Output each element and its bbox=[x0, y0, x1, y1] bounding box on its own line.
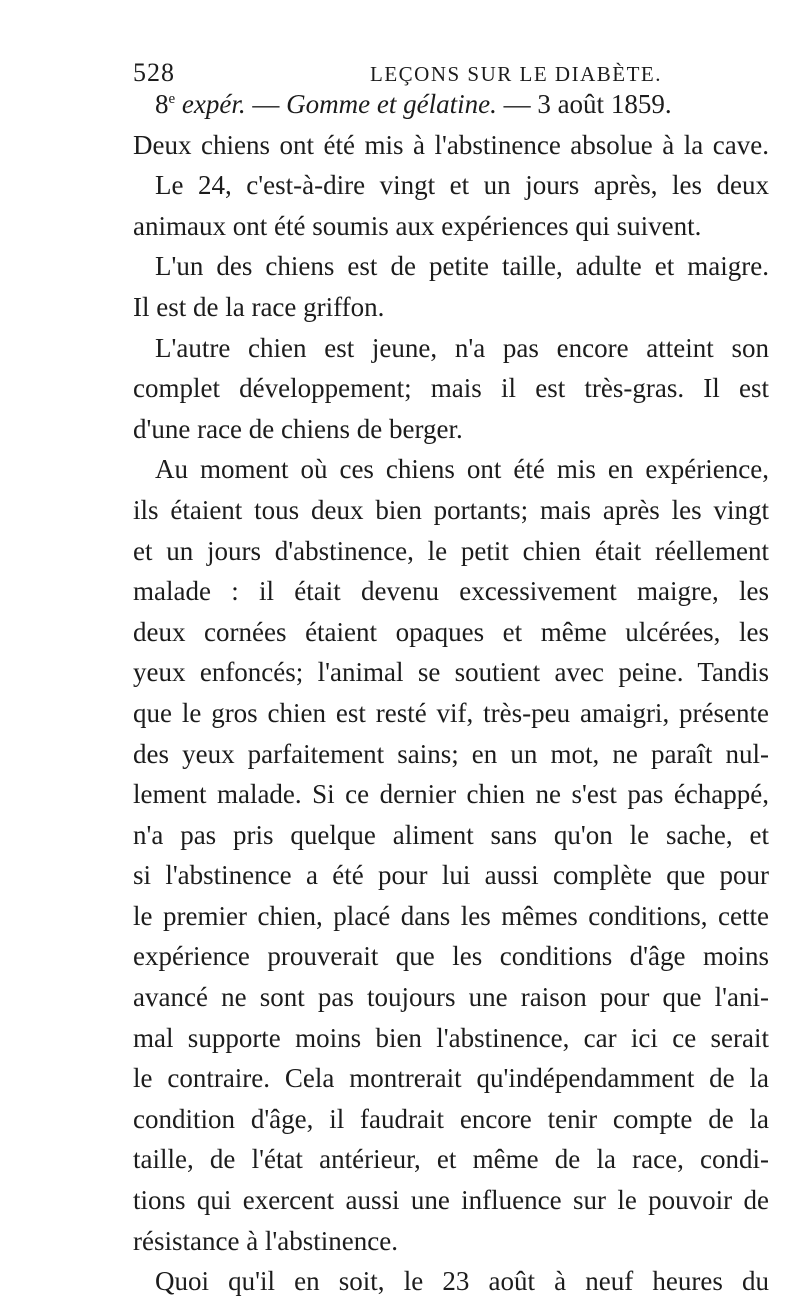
text-line: des yeux parfaitement sains; en un mot, ne paraît nul- bbox=[133, 738, 769, 769]
text-line: condition d'âge, il faudrait encore tenir compte de la bbox=[133, 1103, 769, 1134]
body-text bbox=[133, 84, 769, 1302]
text-line: complet développement; mais il est très-gras. Il est bbox=[133, 373, 769, 404]
text-line: expérience prouverait que les conditions d'âge moins bbox=[133, 941, 769, 972]
heading-dash-2: — bbox=[496, 89, 538, 119]
experiment-number-sup: e bbox=[168, 91, 176, 107]
text-line: ils étaient tous deux bien portants; mais après les vingt bbox=[133, 494, 769, 525]
text-line: et un jours d'abstinence, le petit chien était réellement bbox=[133, 535, 769, 566]
text-line: Le 24, c'est-à-dire vingt et un jours après, les deux bbox=[155, 170, 769, 201]
text-line: deux cornées étaient opaques et même ulcérées, les bbox=[133, 616, 769, 647]
running-head: LEÇONS SUR LE DIABÈTE. bbox=[370, 62, 662, 86]
experiment-subject: Gomme et gélatine. bbox=[286, 89, 497, 119]
text-line: Au moment où ces chiens ont été mis en expérience, bbox=[155, 454, 769, 485]
text-line: mal supporte moins bien l'abstinence, car ici ce serait bbox=[133, 1022, 769, 1053]
experiment-label: expér. bbox=[181, 89, 246, 119]
text-line: yeux enfoncés; l'animal se soutient avec peine. Tandis bbox=[133, 657, 769, 688]
text-line: taille, de l'état antérieur, et même de la race, condi- bbox=[133, 1144, 769, 1175]
text-line: avancé ne sont pas toujours une raison pour que l'ani- bbox=[133, 982, 769, 1013]
text-line: tions qui exercent aussi une influence sur le pouvoir de bbox=[133, 1185, 769, 1216]
text-line: si l'abstinence a été pour lui aussi complète que pour bbox=[133, 860, 769, 891]
experiment-heading bbox=[133, 84, 769, 125]
text-line: Deux chiens ont été mis à l'abstinence absolue à la cave. bbox=[133, 129, 769, 160]
text-line: le premier chien, placé dans les mêmes conditions, cette bbox=[133, 900, 769, 931]
text-line: lement malade. Si ce dernier chien ne s'est pas échappé, bbox=[133, 779, 769, 810]
text-line: que le gros chien est resté vif, très-peu amaigri, présente bbox=[133, 697, 769, 728]
heading-dash-1: — bbox=[245, 89, 287, 119]
text-line: malade : il était devenu excessivement maigre, les bbox=[133, 576, 769, 607]
text-line: résistance à l'abstinence. bbox=[133, 1225, 398, 1256]
text-line: animaux ont été soumis aux expériences qui suivent. bbox=[133, 210, 702, 241]
text-line: L'autre chien est jeune, n'a pas encore atteint son bbox=[155, 332, 769, 363]
text-line: le contraire. Cela montrerait qu'indépendamment de la bbox=[133, 1063, 769, 1094]
text-line: Quoi qu'il en soit, le 23 août à neuf heures du bbox=[155, 1266, 769, 1297]
page-number: 528 bbox=[133, 58, 175, 87]
text-line: n'a pas pris quelque aliment sans qu'on le sache, et bbox=[133, 819, 769, 850]
text-line: d'une race de chiens de berger. bbox=[133, 413, 463, 444]
text-line: L'un des chiens est de petite taille, adulte et maigre. bbox=[155, 251, 769, 282]
text-line: Il est de la race griffon. bbox=[133, 291, 385, 322]
experiment-number: 8 bbox=[155, 89, 169, 119]
experiment-date: 3 août 1859. bbox=[537, 89, 672, 119]
